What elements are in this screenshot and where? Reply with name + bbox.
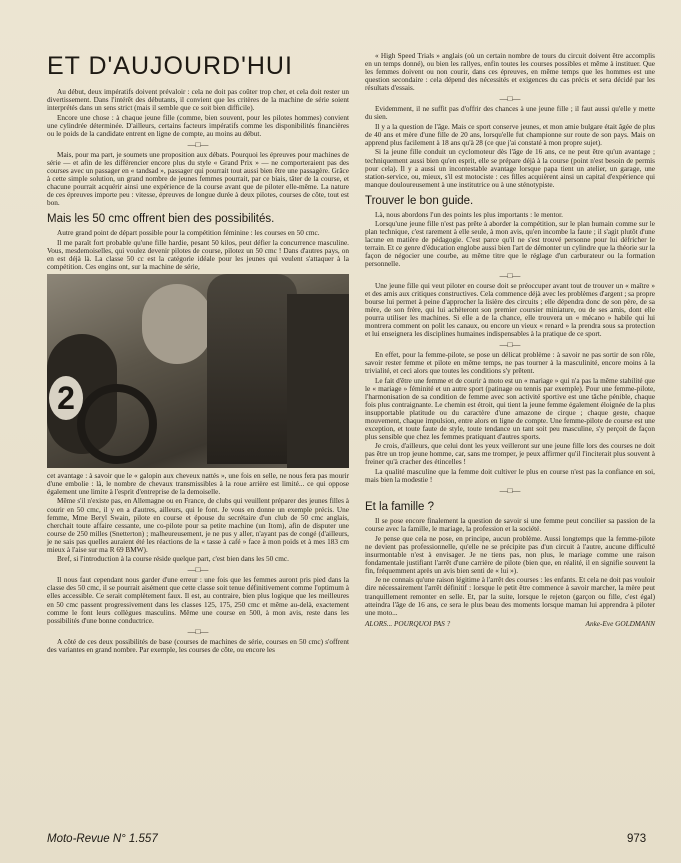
photo-helmet <box>142 284 212 364</box>
section-separator: —□— <box>499 94 521 104</box>
paragraph: Autre grand point de départ possible pour la compétition féminine : les courses en 50 cmc. <box>57 229 320 238</box>
page-number: 973 <box>627 833 647 845</box>
right-column <box>365 52 655 628</box>
section-separator: —□— <box>187 139 209 149</box>
photo-wheel <box>77 384 157 464</box>
closing-line: ALORS... POURQUOI PAS ? <box>365 619 451 628</box>
paragraph: Il nous faut cependant nous garder d'une erreur : une fois que les femmes auront pris pied dans la classe des 50 cmc, il se pourrait aisément que cette classe soit tenue définitivement comme l'optimum à elles accessible. Ce serait complètement faux. Il est, au contraire, bien plus logique que les meilleures en 50 cmc passent progressivement dans les classes 125, 175, 250 cmc et même au-delà, exactement comme le font leurs collègues masculins. Même une course en 500, à mon avis, reste dans les possibilités d'une bonne conductrice. <box>47 576 349 625</box>
paragraph: Je pense que cela ne pose, en principe, aucun problème. Aussi longtemps que la femme-pilote ne devient pas professionnelle, qu'elle ne se précipite pas d'un circuit à l'autre, aucune difficulté insurmontable n'est à envisager. Je ne tiens pas, non plus, le mariage comme une raison fondamentale justifiant l'arrêt d'une carrière de pilote (bien que, en réalité, il en signifie souvent la fin, fréquemment après un avis bien senti de « lui »). <box>365 534 655 575</box>
section-separator: —□— <box>187 626 209 636</box>
paragraph: Je crois, d'ailleurs, que celui dont les yeux veilleront sur une jeune fille lors des courses ne doit pas être un trop jeune homme, car, sans me tromper, je peux affirmer qu'il l'inciterait plus souvent à freiner qu'à cracher des étincelles ! <box>365 442 655 467</box>
paragraph: Evidemment, il ne suffit pas d'offrir des chances à une jeune fille ; il faut aussi qu'elle y mette du sien. <box>365 105 655 122</box>
section-heading: Et la famille ? <box>365 501 435 514</box>
paragraph: Si la jeune fille conduit un cyclomoteur dès l'âge de 16 ans, ce ne peut être qu'un avantage ; techniquement aussi bien qu'en esprit, elle se prépare déjà à la course (point n'est besoin de permis pour cela). Il y a aussi un incontestable avantage lorsque papa tient un atelier, un garage, une station-service, ou, mieux, s'il est motociste : ces filles acquièrent ainsi un capital d'expérience qui manque douloureusement à une institutrice ou à une sténotypiste. <box>365 148 655 189</box>
section-separator: —□— <box>187 565 209 575</box>
paragraph: Je ne connais qu'une raison légitime à l'arrêt des courses : les enfants. Et cela ne doit pas vouloir dire nécessairement l'arrêt définitif : lorsque le petit être commence à savoir marcher, la mère peut tranquillement remonter en selle. Et, par la suite, lorsque le rejeton (garçon ou fille, c'est égal) atteindra l'âge de 16 ans, ce sera le plus beau des moments lorsque maman lui apprendra à piloter une moto... <box>365 576 655 617</box>
section-separator: —□— <box>499 339 521 349</box>
author-name: Anke-Eve GOLDMANN <box>585 619 655 628</box>
left-column <box>47 52 349 655</box>
paragraph: Encore une chose : à chaque jeune fille (comme, bien souvent, pour les pilotes hommes) convient une cylindrée déterminée. D'ailleurs, certains facteurs impératifs comme les disponibilités financières ou le poids de la candidate entrent en ligne de compte, au moins au début. <box>47 113 349 138</box>
paragraph: Mais, pour ma part, je soumets une proposition aux débats. Pourquoi les épreuves pour machines de série — et afin de les différencier encore plus du style « Grand Prix » — ne comporteraient pas des courses avec un passager en « tandsad », passager qui pourrait tout aussi bien être une passagère. Grâce à cette simple solution, un grand nombre de jeunes femmes pourrait, par ce biais, tâter de la course, et chacune pourrait acquérir ainsi une expérience de la course avant que de piloter elle-même. La nature de ces épreuves importe peu : vitesse, épreuves de longue durée à deux pilotes, courses de côte, tout est bon. <box>47 150 349 208</box>
magazine-issue: Moto-Revue N° 1.557 <box>47 833 158 845</box>
race-number-plate: 2 <box>49 376 83 420</box>
section-heading: Trouver le bon guide. <box>365 194 474 207</box>
paragraph: Il me paraît fort probable qu'une fille hardie, pesant 50 kilos, peut défier la concurrence masculine. Vous, mesdemoiselles, qui voulez devenir pilotes de course, pilotez un 50 cmc ! Dans d'autres pays, on en est déjà là. La classe 50 cc est la catégorie idéale pour les jeunes qui veulent s'attaquer à la compétition. Ces engins ont, sur la machine de série, <box>47 238 349 271</box>
paragraph: Au début, deux impératifs doivent prévaloir : cela ne doit pas coûter trop cher, et cela doit rester un divertissement. Dans l'intérêt des débutants, il convient que les critères de la machine de série soient interprétés dans un sens strict (mais il semble que ce soit bien difficile). <box>47 88 349 113</box>
paragraph: Là, nous abordons l'un des points les plus importants : le mentor. <box>375 210 563 219</box>
paragraph: Il se pose encore finalement la question de savoir si une femme peut concilier sa passion de la course avec la famille, le mariage, la profession et la société. <box>365 517 655 534</box>
paragraph: A côté de ces deux possibilités de base (courses de machines de série, courses en 50 cmc) s'offrent des variantes en grand nombre. Par exemple, les courses de côte, ou encore les <box>47 637 349 654</box>
photo-rider <box>207 274 297 464</box>
section-separator: —□— <box>499 270 521 280</box>
section-heading: Mais les 50 cmc offrent bien des possibilités. <box>47 213 275 226</box>
paragraph: Le fait d'être une femme et de courir à moto est un « mariage » qui n'a pas la même stabilité que le « mariage » féminité et un autre sport (patinage ou tennis par exemple). Pour une femme-pilote, l'harmonisation de sa condition de femme avec son activité sportive est une tâche pénible, chaque fois plus contraignante. Le chemin est étroit, qui tient la jeune femme également éloignée de la plus insupportable platitude ou du caractère d'une amazone de cirque ; chaque geste, chaque mouvement, chaque impulsion, entre alors en ligne de compte. Une femme-pilote de course est une exception, et toute faute de style, toute tendance un tant soit peu masculine, s'y perçoit de façon plus sensible que chez les femmes pratiquant d'autres sports. <box>365 376 655 441</box>
paragraph: Même s'il n'existe pas, en Allemagne ou en France, de clubs qui veuillent préparer des jeunes filles à courir en 50 cmc, il y en a d'autres, ailleurs, qui le font. Je vous en donne un exemple précis. Une femme, Mme Beryl Swain, pilote en course et épouse du secrétaire d'un club de 50 cmc anglais, cherchait toute affaire cessante, une co-pilote pour sa petite machine (un Itom), afin de disputer une course de 250 milles (Snetterton) ; malheureusement, je ne pus y aller, n'ayant pas de congé (d'ailleurs, je ne sais pas quelles auraient été les réactions de la « tasse à café » face à mon poids et à mes 183 cm mieux à l'aise sur ma R 69 BMW). <box>47 497 349 554</box>
paragraph: Une jeune fille qui veut piloter en course doit se préoccuper avant tout de trouver un « maître » et des amis aux critiques constructives. Cela commence déjà avec les problèmes d'argent ; sa propre bourse lui permet à peine d'approcher la lisière des circuits ; elle dépendra donc de son père, de sa mère, de son frère, qui lui achèteront son premier coursier miniature, ou de ses amis, dont elle pourra utiliser les machines. Si elle a de la chance, elle trouvera un « mécano » habile qui lui montrera comment on polit les canaux, ou encore un vieux « renard » la prendra sous sa protection et lui enseignera les disciplines humaines indispensables à la pratique de ce sport. <box>365 281 655 338</box>
signature-line <box>365 620 655 628</box>
paragraph: La qualité masculine que la femme doit cultiver le plus en course n'est pas la confiance en soi, mais bien la modestie ! <box>365 468 655 485</box>
section-separator: —□— <box>499 486 521 496</box>
article-title: ET D'AUJOURD'HUI <box>47 52 293 80</box>
race-photo <box>47 274 349 468</box>
paragraph: Bref, si l'introduction à la course réside quelque part, c'est bien dans les 50 cmc. <box>57 555 289 564</box>
paragraph: En effet, pour la femme-pilote, se pose un délicat problème : à savoir ne pas sortir de son rôle, savoir rester femme et pilote en même temps, ne pas tourner à la masculinité, encore moins à la trivialité, et ceci alors que toutes les conditions s'y prêtent. <box>365 350 655 375</box>
paragraph: Lorsqu'une jeune fille n'est pas prête à aborder la compétition, sur le plan humain comme sur le plan technique, c'est rarement à elle seule, à mon avis, qu'en incombe la faute ; il s'agit plutôt d'une lacune en matière de pédagogie. C'est parce qu'il ne s'est trouvé personne pour lui défricher le terrain. Et ce genre d'éducation englobe aussi bien l'art de démonter un cylindre que la théorie sur la façon de négocier une courbe, au même titre que le réglage d'un carburateur ou la formation personnelle. <box>365 220 655 269</box>
photo-background <box>287 294 349 468</box>
paragraph: « High Speed Trials » anglais (où un certain nombre de tours du circuit doivent être accomplis en un temps donné), ou bien les rallyes, enfin toutes les courses possibles et même à instituer. Que les femmes doivent ou non courir, dans ces épreuves, en même temps que les hommes est une question secondaire : cela dépend des nécessités et exigences du cas précis et sera décidé par les résultats d'essais. <box>365 52 655 93</box>
paragraph: Il y a la question de l'âge. Mais ce sport conserve jeunes, et mon amie bulgare était âgée de plus de 40 ans et mère d'une fille de 20 ans, lorsqu'elle fut championne sur route de son pays. Mais on apprend plus facilement à 18 ans qu'à 28 (ce que j'ai constaté à mon propre sujet). <box>365 122 655 147</box>
paragraph: cet avantage : à savoir que le « galopin aux cheveux nattés », une fois en selle, ne nous fera pas mourir d'une embolie : là, le nombre de chevaux transmissibles à la roue arrière est limité... ce qui oppose également une limite à l'esprit d'entreprise de la demoiselle. <box>47 471 349 496</box>
